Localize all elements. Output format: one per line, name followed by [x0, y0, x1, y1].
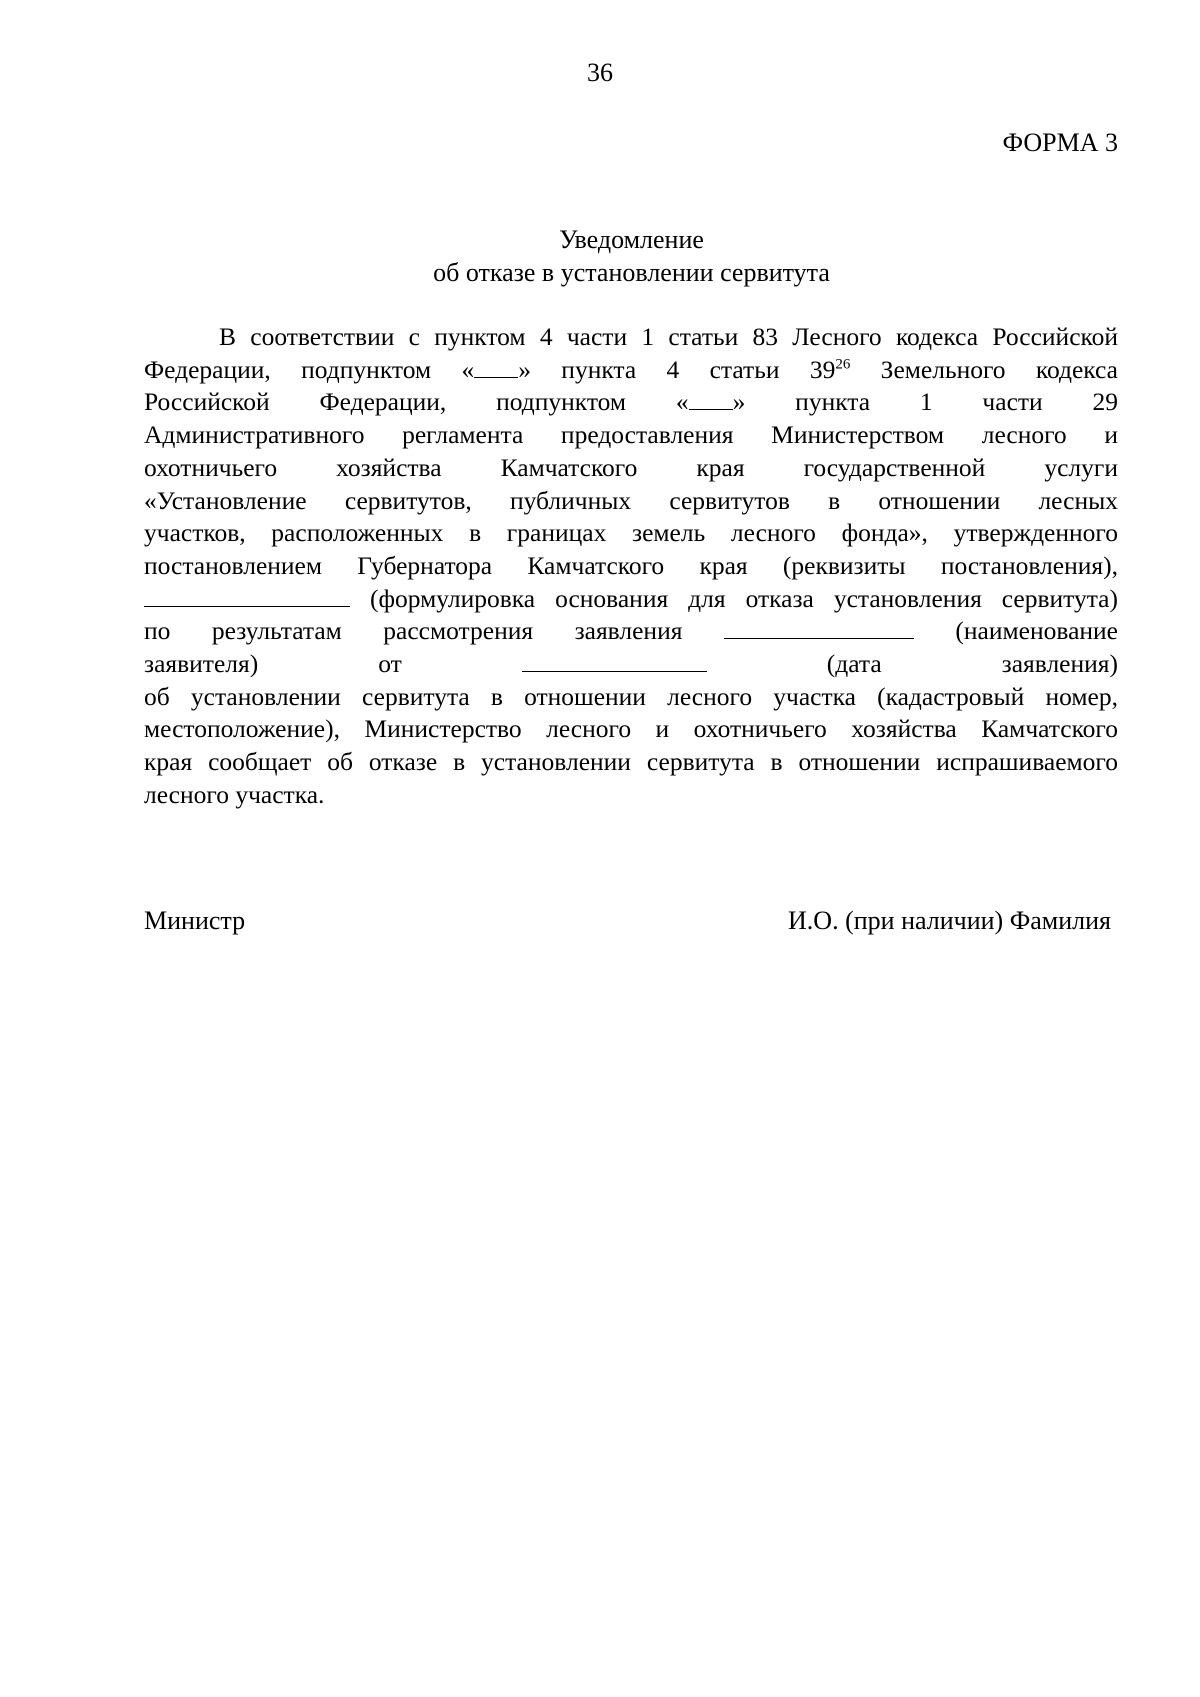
body-line: местоположение), Министерство лесного и охотничьего хозяйства Камчатского	[144, 714, 1118, 744]
body-line	[144, 648, 1118, 681]
notice-body	[144, 321, 1118, 812]
body-line: участков, расположенных в границах земель лесного фонда», утвержденного	[144, 518, 1118, 548]
body-line: «Установление сервитутов, публичных сервитутов в отношении лесных	[144, 485, 1118, 515]
body-line	[144, 354, 1118, 387]
body-text-fragment: Земельного кодекса	[850, 354, 1118, 384]
body-text-fragment: » пункта 4 статьи 39	[518, 354, 836, 384]
title-line-2: об отказе в установлении сервитута	[433, 258, 830, 287]
body-text-fragment: » пункта 1 части 29	[732, 387, 1118, 417]
body-line: лесного участка.	[144, 779, 325, 809]
body-line: Административного регламента предоставления Министерством лесного и	[144, 420, 1118, 450]
blank-field	[724, 616, 914, 639]
blank-field	[474, 355, 518, 378]
body-line	[144, 386, 1118, 419]
body-line: постановлением Губернатора Камчатского края (реквизиты постановления),	[144, 550, 1118, 580]
body-line: об установлении сервитута в отношении лесного участка (кадастровый номер,	[144, 681, 1118, 711]
document-title	[0, 223, 1200, 289]
signature-name: И.О. (при наличии) Фамилия	[788, 906, 1111, 935]
body-text-fragment: Федерации, подпунктом «	[144, 354, 475, 384]
body-line	[144, 583, 1118, 616]
body-text-fragment: (формулировка основания для отказа установления сервитута)	[350, 583, 1118, 613]
blank-field	[522, 649, 707, 672]
blank-field	[144, 584, 350, 607]
body-text-fragment: Российской Федерации, подпунктом «	[144, 387, 689, 417]
body-text-fragment: заявителя) от	[144, 649, 522, 679]
body-line: охотничьего хозяйства Камчатского края государственной услуги	[144, 452, 1118, 482]
body-line: края сообщает об отказе в установлении сервитута в отношении испрашиваемого	[144, 747, 1118, 777]
body-line	[144, 615, 1118, 648]
page-number: 36	[587, 58, 613, 87]
body-text-fragment: (наименование	[913, 616, 1118, 646]
body-text-fragment: по результатам рассмотрения заявления	[144, 616, 724, 646]
body-text-fragment: (дата заявления)	[706, 649, 1118, 679]
blank-field	[689, 387, 733, 410]
title-line-1: Уведомление	[559, 225, 704, 254]
body-line: В соответствии с пунктом 4 части 1 статьи 83 Лесного кодекса Российской	[219, 322, 1118, 351]
form-label: ФОРМА 3	[1002, 128, 1118, 157]
signature-role: Министр	[144, 906, 246, 935]
superscript: 26	[835, 356, 851, 373]
